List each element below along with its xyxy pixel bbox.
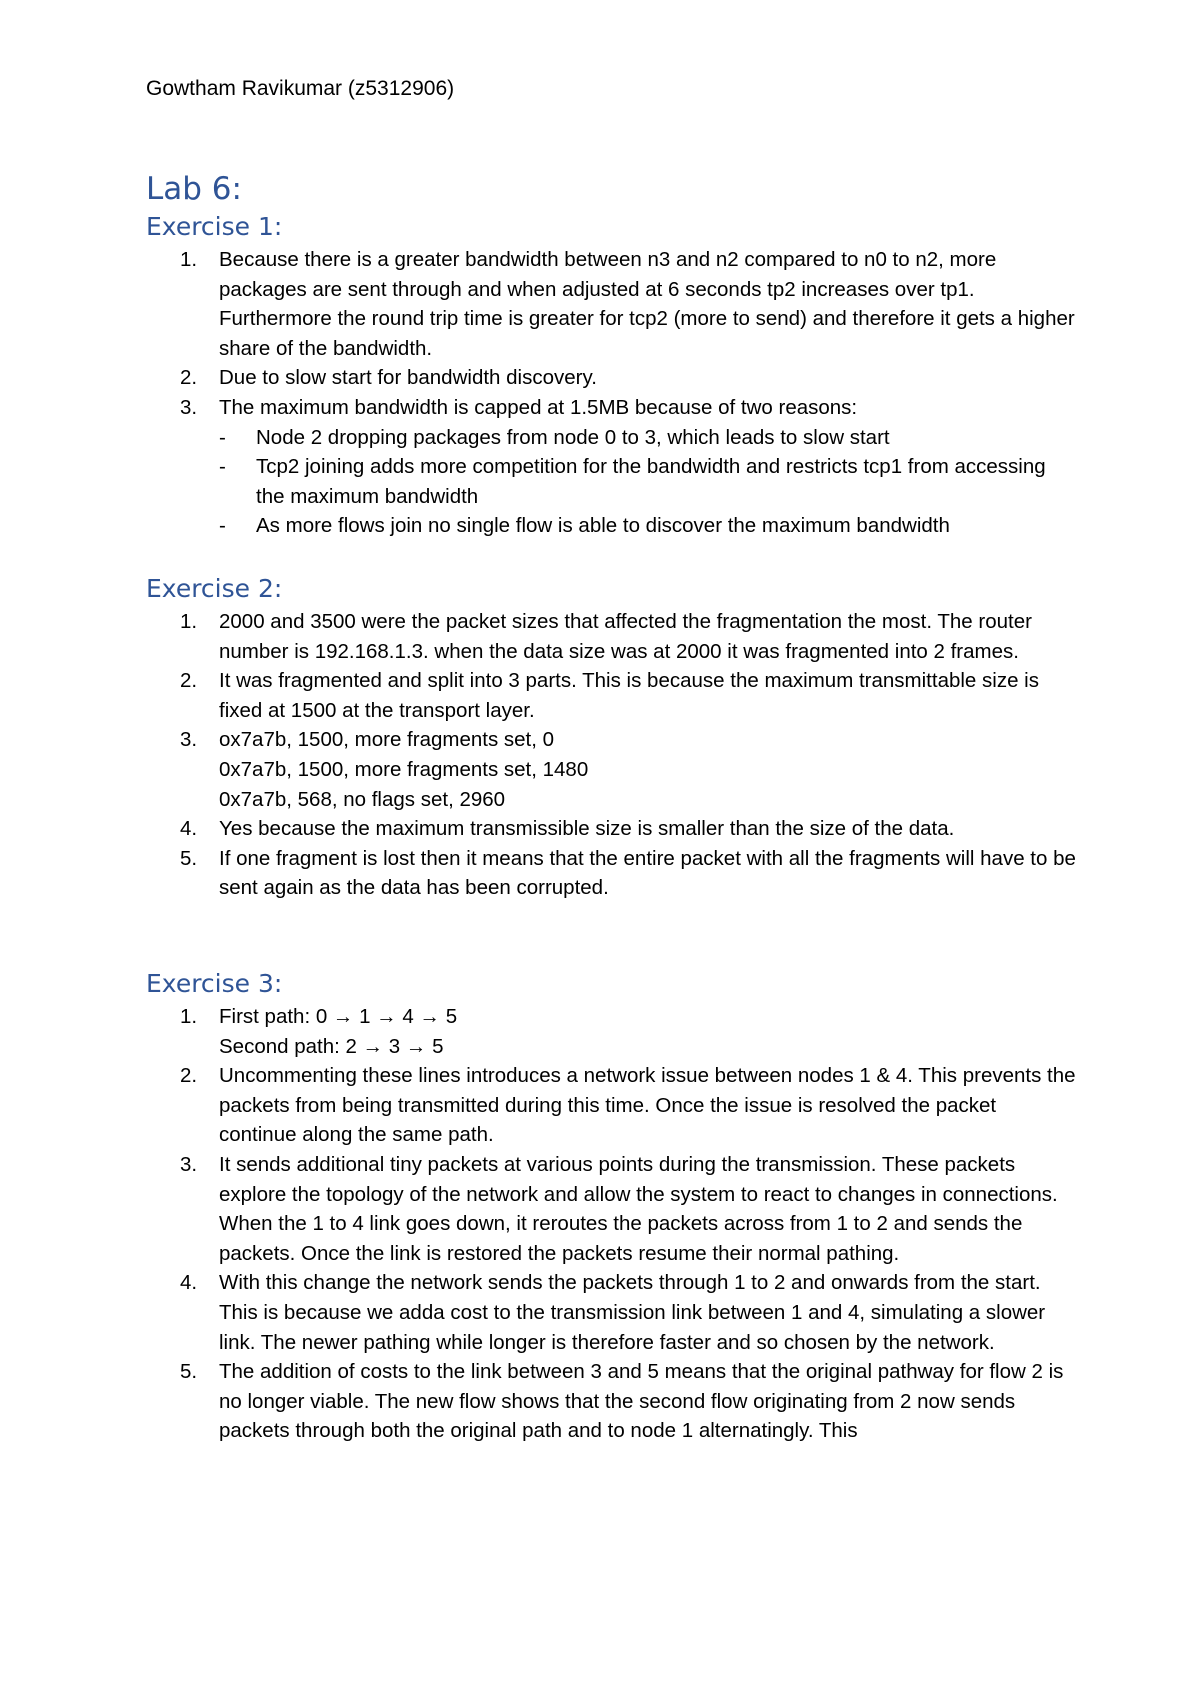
list-item-text: Because there is a greater bandwidth between n3 and n2 compared to n0 to n2, more packages are sent through and when adjusted at 6 seconds tp2 increases over tp1. Furthermore the round trip time is greater for tcp2 (more to send) and therefore it gets a higher share of the bandwidth. [219, 248, 1075, 360]
list-item-line: First path: 0 → 1 → 4 → 5 [219, 1005, 458, 1028]
list-item [146, 1268, 1076, 1357]
list-item-text: If one fragment is lost then it means that the entire packet with all the fragments will have to be sent again as the data has been corrupted. [219, 846, 1076, 900]
list-item-text: It was fragmented and split into 3 parts. This is because the maximum transmittable size is fixed at 1500 at the transport layer. [219, 669, 1039, 722]
bullet-item [219, 511, 1076, 541]
dash-bullet-icon: - [219, 455, 226, 479]
list-item [146, 725, 1076, 814]
exercise-2-section [146, 573, 1076, 903]
dash-bullet-icon: - [219, 425, 226, 449]
author-header: Gowtham Ravikumar (z5312906) [146, 77, 455, 100]
list-item-line: ox7a7b, 1500, more fragments set, 0 [219, 728, 555, 752]
list-item [146, 1002, 1076, 1061]
list-item [146, 844, 1076, 903]
list-item [146, 1357, 1076, 1446]
exercise-2-list [146, 607, 1076, 903]
exercise-1-section [146, 211, 1076, 541]
list-item-text: Due to slow start for bandwidth discovery. [219, 366, 597, 390]
list-item [146, 1061, 1076, 1150]
list-item [146, 1150, 1076, 1268]
list-item-text: Yes because the maximum transmissible size is smaller than the size of the data. [219, 817, 955, 841]
list-number: 1. [180, 1005, 198, 1028]
page-title: Lab 6: [146, 171, 242, 207]
dash-bullet-icon: - [219, 514, 226, 538]
bullet-text: Tcp2 joining adds more competition for the bandwidth and restricts tcp1 from accessing the maximum bandwidth [256, 455, 1046, 508]
list-item [146, 363, 1076, 393]
list-number: 1. [180, 248, 198, 271]
list-item [146, 814, 1076, 844]
list-item-line: Second path: 2 → 3 → 5 [219, 1034, 444, 1058]
exercise-3-heading: Exercise 3: [146, 969, 283, 998]
bullet-text: Node 2 dropping packages from node 0 to 3, which leads to slow start [256, 425, 890, 449]
list-number: 4. [180, 817, 198, 841]
list-item-text: With this change the network sends the packets through 1 to 2 and onwards from the start. This is because we adda cost to the transmission link between 1 and 4, simulating a slower link. The newer pathing while longer is therefore faster and so chosen by the network. [219, 1271, 1046, 1354]
list-number: 2. [180, 366, 198, 390]
list-item [146, 607, 1076, 666]
list-number: 1. [180, 610, 198, 633]
exercise-1-heading: Exercise 1: [146, 212, 283, 241]
bullet-item [219, 423, 1076, 453]
bullet-list [219, 423, 1076, 541]
list-item [146, 666, 1076, 725]
exercise-2-heading: Exercise 2: [146, 574, 283, 603]
list-item-line: 0x7a7b, 1500, more fragments set, 1480 [219, 757, 589, 781]
list-number: 3. [180, 1152, 198, 1176]
list-item [146, 245, 1076, 363]
list-number: 3. [180, 728, 198, 752]
list-item-text: Uncommenting these lines introduces a network issue between nodes 1 & 4. This prevents the packets from being transmitted during this time. Once the issue is resolved the packet continue along the same path. [219, 1064, 1076, 1147]
list-number: 5. [180, 846, 198, 870]
list-item-text: It sends additional tiny packets at various points during the transmission. These packets explore the topology of the network and allow the system to react to changes in connections. When the 1 to 4 link goes down, it reroutes the packets across from 1 to 2 and sends the packets. Once the link is restored the packets resume their normal pathing. [219, 1152, 1058, 1265]
exercise-3-section [146, 968, 1076, 1446]
list-number: 4. [180, 1271, 198, 1295]
bullet-item [219, 452, 1076, 511]
list-number: 2. [180, 669, 198, 693]
list-item-text: The maximum bandwidth is capped at 1.5MB because of two reasons: [219, 395, 858, 419]
list-item-line: 0x7a7b, 568, no flags set, 2960 [219, 787, 506, 811]
list-number: 3. [180, 395, 198, 419]
list-number: 5. [180, 1360, 198, 1384]
bullet-text: As more flows join no single flow is able to discover the maximum bandwidth [256, 514, 950, 538]
exercise-1-list [146, 245, 1076, 541]
list-item-text: The addition of costs to the link between 3 and 5 means that the original pathway for flow 2 is no longer viable. The new flow shows that the second flow originating from 2 now sends packets through both the original path and to node 1 alternatingly. This [219, 1360, 1064, 1443]
exercise-3-list [146, 1002, 1076, 1446]
list-item [146, 393, 1076, 541]
list-item-text: 2000 and 3500 were the packet sizes that affected the fragmentation the most. The router number is 192.168.1.3. when the data size was at 2000 it was fragmented into 2 frames. [219, 610, 1032, 663]
list-number: 2. [180, 1064, 198, 1088]
